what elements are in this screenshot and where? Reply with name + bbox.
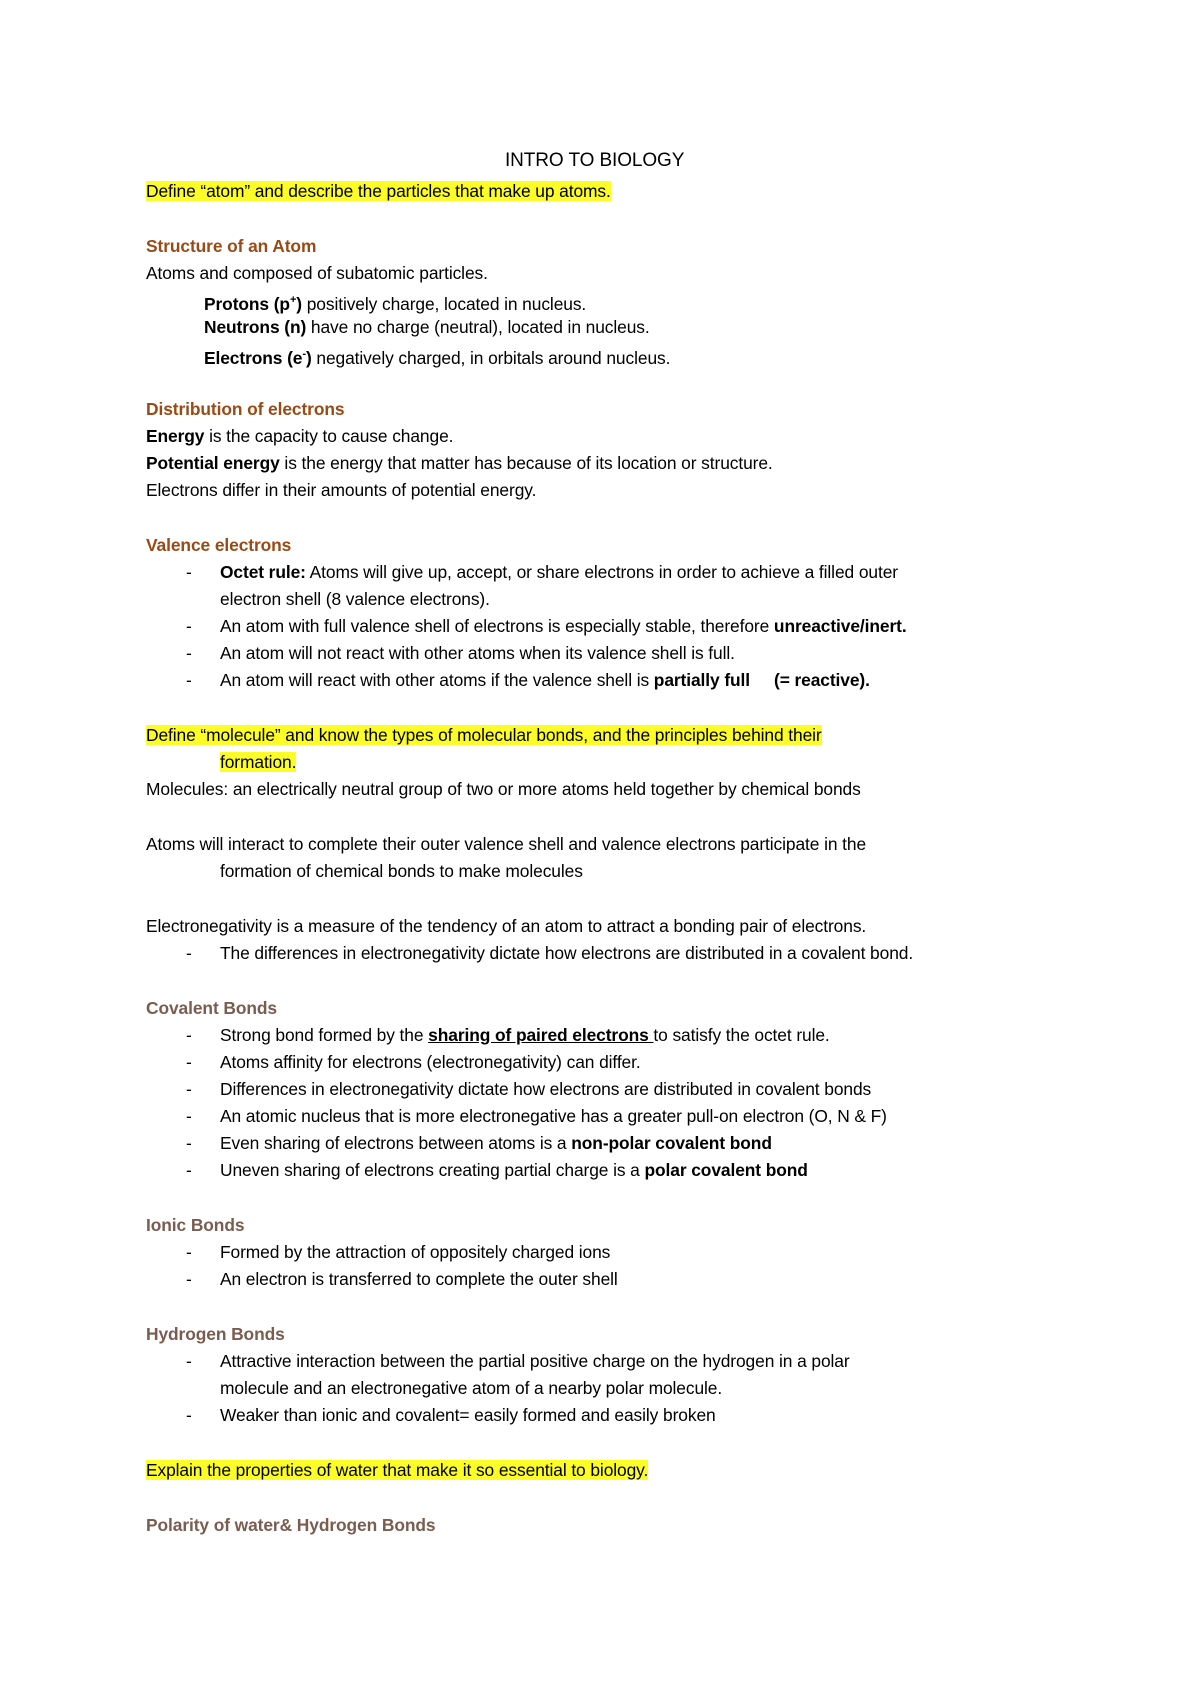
bullet-dash: - [186,1079,192,1099]
objective-molecule-text2: formation. [220,752,297,772]
heading-ionic: Ionic Bonds [146,1215,245,1235]
bullet-dash: - [186,1351,192,1371]
ionic1-text: Formed by the attraction of oppositely charged ions [220,1242,611,1262]
cov3-text: Differences in electronegativity dictate how electrons are distributed in covalent bonds [220,1079,872,1099]
objective-water [146,1459,648,1481]
valence-item-notreact [186,642,735,664]
react-bold2: (= reactive). [774,670,870,690]
covalent-item-5 [186,1132,772,1154]
electronegativity-item [186,942,913,964]
energy-term: Energy [146,426,205,446]
electrons-rest: negatively charged, in orbitals around nucleus. [311,347,671,368]
objective-water-text: Explain the properties of water that make it so essential to biology. [146,1460,649,1480]
potential-line [146,452,773,474]
hyd1-text: Attractive interaction between the partial positive charge on the hydrogen in a polar [220,1351,850,1371]
react-bold: partially full [653,670,750,690]
electrons-sup: - [302,348,306,360]
bullet-dash: - [186,1052,192,1072]
heading-structure-of-atom: Structure of an Atom [146,236,317,256]
neutrons-term: Neutrons (n) [204,317,307,337]
valence-item-octet-cont: electron shell (8 valence electrons). [220,589,490,609]
valence-item-full [186,615,907,637]
bullet-dash: - [186,670,192,690]
bullet-dash: - [186,562,192,582]
protons-rest: positively charge, located in nucleus. [301,293,587,314]
heading-hydrogen: Hydrogen Bonds [146,1324,285,1344]
cov1-post: to satisfy the octet rule. [653,1025,830,1045]
energy-line [146,425,453,447]
octet-term: Octet rule: [220,562,306,582]
electrons-differ: Electrons differ in their amounts of potential energy. [146,480,537,500]
bullet-dash: - [186,1160,192,1180]
protons-close: ) [296,293,302,314]
cov2-text: Atoms affinity for electrons (electronegativity) can differ. [220,1052,641,1072]
electroneg-item-text: The differences in electronegativity dictate how electrons are distributed in a covalent bond. [220,943,914,963]
hydrogen-item-1-cont: molecule and an electronegative atom of a nearby polar molecule. [220,1378,723,1398]
ionic-item-1 [186,1241,610,1263]
covalent-item-3 [186,1078,871,1100]
potential-term: Potential energy [146,453,280,473]
protons-term: Protons (p [204,293,290,314]
objective-molecule-text1: Define “molecule” and know the types of molecular bonds, and the principles behind their [146,725,822,745]
protons-line [204,289,586,315]
electrons-term: Electrons (e [204,347,303,368]
electronegativity-definition: Electronegativity is a measure of the tendency of an atom to attract a bonding pair of electrons. [146,916,867,936]
energy-rest: is the capacity to cause change. [204,426,454,446]
structure-intro: Atoms and composed of subatomic particles. [146,263,488,283]
valence-item-octet [186,561,898,583]
hydrogen-item-2 [186,1404,716,1426]
heading-polarity-water: Polarity of water& Hydrogen Bonds [146,1515,436,1535]
heading-distribution: Distribution of electrons [146,399,345,419]
page-title: INTRO TO BIOLOGY [505,150,685,171]
notreact-text: An atom will not react with other atoms when its valence shell is full. [220,643,735,663]
bullet-dash: - [186,1269,192,1289]
bullet-dash: - [186,616,192,636]
react-pre: An atom will react with other atoms if the valence shell is [220,670,654,690]
protons-sup: + [289,294,297,306]
heading-covalent: Covalent Bonds [146,998,277,1018]
octet-rest: Atoms will give up, accept, or share electrons in order to achieve a filled outer [305,562,898,582]
ionic2-text: An electron is transferred to complete the outer shell [220,1269,618,1289]
bullet-dash: - [186,943,192,963]
neutrons-rest: have no charge (neutral), located in nucleus. [306,317,650,337]
interact-line1: Atoms will interact to complete their outer valence shell and valence electrons participate in the [146,834,867,854]
cov1-pre: Strong bond formed by the [220,1025,429,1045]
objective-molecule-line1 [146,724,822,746]
potential-rest: is the energy that matter has because of its location or structure. [279,453,773,473]
objective-atom [146,180,611,202]
electrons-close: ) [305,347,312,368]
ionic-item-2 [186,1268,618,1290]
electrons-line [204,343,670,369]
bullet-dash: - [186,1242,192,1262]
cov5-bold: non-polar covalent bond [571,1133,772,1153]
objective-atom-text: Define “atom” and describe the particles that make up atoms. [146,181,611,201]
covalent-item-4 [186,1105,887,1127]
covalent-item-1 [186,1024,830,1046]
bullet-dash: - [186,1405,192,1425]
hyd2-text: Weaker than ionic and covalent= easily formed and easily broken [220,1405,716,1425]
covalent-item-6 [186,1159,808,1181]
bullet-dash: - [186,643,192,663]
cov6-pre: Uneven sharing of electrons creating partial charge is a [220,1160,645,1180]
bullet-dash: - [186,1025,192,1045]
hydrogen-item-1 [186,1350,850,1372]
neutrons-line [204,316,650,338]
bullet-dash: - [186,1133,192,1153]
interact-line2: formation of chemical bonds to make molecules [220,861,583,881]
objective-molecule-line2 [220,751,296,773]
full-bold: unreactive/inert. [773,616,907,636]
cov5-pre: Even sharing of electrons between atoms is a [220,1133,572,1153]
heading-valence: Valence electrons [146,535,292,555]
covalent-item-2 [186,1051,641,1073]
cov1-underline: sharing of paired electrons [428,1025,654,1045]
cov4-text: An atomic nucleus that is more electronegative has a greater pull-on electron (O, N & F) [220,1106,887,1126]
bullet-dash: - [186,1106,192,1126]
full-pre: An atom with full valence shell of electrons is especially stable, therefore [220,616,774,636]
molecule-definition: Molecules: an electrically neutral group of two or more atoms held together by chemical bonds [146,779,861,799]
valence-item-react [186,669,870,691]
cov6-bold: polar covalent bond [644,1160,808,1180]
